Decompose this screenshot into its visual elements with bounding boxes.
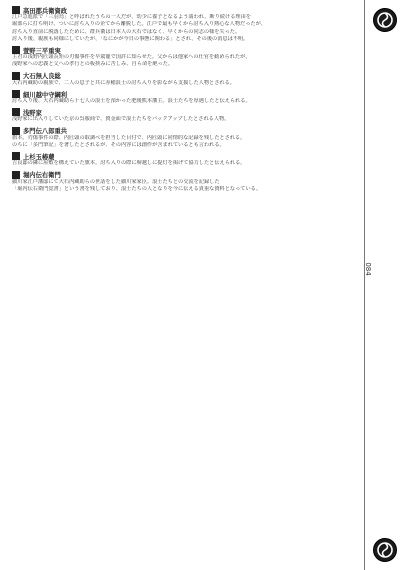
- square-bullet-icon: [12, 152, 20, 160]
- crest-icon: [373, 8, 397, 32]
- entry-text: 大石内蔵助の親族で、二人の息子と共に赤穂浪士の討ち入りを影ながら支援した人物とされる。: [12, 79, 235, 86]
- entry-text: 浅野家への忠義と父への孝行との板挟みに苦しみ、自ら命を絶った。: [12, 61, 174, 68]
- square-bullet-icon: [12, 108, 20, 116]
- square-bullet-icon: [12, 72, 20, 80]
- page-sidebar: [364, 0, 400, 570]
- square-bullet-icon: [12, 127, 20, 135]
- glossary-entry: [12, 90, 358, 105]
- entry-name: 浅野家: [23, 109, 42, 117]
- entry-text: 細川家江戸藩邸にて大石内蔵助らの世話をした細川家家臣。浪士たちとの交流を記録した: [12, 178, 220, 185]
- entry-name: 多門伝八郎重共: [23, 128, 68, 136]
- entry-text: 討ち入り後、大石内蔵助ら十七人の浪士を預かった肥後熊本藩主。浪士たちを厚遇したと伝えられる。: [12, 98, 251, 105]
- entry-name: 細川越中守綱利: [23, 91, 68, 99]
- entry-name: 萱野三平重実: [23, 47, 61, 55]
- character-glossary: [12, 6, 358, 196]
- entry-text: 討入り後、親族も同様にしていたが、「なにかが今日の事態に関わる」とされ、その後の消息は不明。: [12, 35, 249, 42]
- glossary-entry: [12, 108, 358, 123]
- page-number: 084: [364, 262, 372, 276]
- entry-text: 浅野家に出入りしていた京の呉服商で、資金面で浪士たちをバックアップしたとされる人物。: [12, 116, 230, 123]
- entry-text: のちに「多門筆記」を著したとされるが、その内容には創作が含まれているとも言われる。: [12, 141, 225, 148]
- entry-name: 大石無人良総: [23, 73, 61, 81]
- glossary-entry: [12, 152, 358, 167]
- crest-icon: [373, 538, 397, 562]
- entry-name: 高田郡兵衛資政: [23, 7, 68, 15]
- square-bullet-icon: [12, 171, 20, 179]
- entry-name: 堀内伝右衛門: [23, 172, 61, 180]
- entry-text: 吉良邸の隣に屋敷を構えていた旗本。討ち入りの際に塀越しに提灯を掲げて協力したと伝えられる。: [12, 160, 246, 167]
- entry-text: 堀部らに打ち明け、ついに討ち入りの企てから離脱した。江戸で最も早くから討ち入り熱心な人物だったが、: [12, 21, 266, 28]
- entry-text: 主君の浅野内匠頭長矩の刃傷事件を早駕籠で国許に知らせた。父からは他家への仕官を勧められたが、: [12, 54, 251, 61]
- entry-text: 「堀内伝右衛門覚書」という書を残しており、浪士たちの人となりを今に伝える貴重な資料となっている。: [12, 185, 262, 192]
- entry-text: 討ち入り直前に脱落したために、群兵衛は日本人の大石ではなく、早くからの同志の様を失った。: [12, 28, 241, 35]
- entry-name: 上杉玉椿蔵: [23, 153, 55, 161]
- glossary-entry: [12, 46, 358, 69]
- square-bullet-icon: [12, 6, 20, 14]
- entry-text: 江戸急進派で「三羽烏」と呼ばれたうちの一人だが、幼少に養子となるよう請われ、断り続ける理由を: [12, 14, 251, 20]
- glossary-entry: [12, 72, 358, 87]
- square-bullet-icon: [12, 46, 20, 54]
- glossary-entry: [12, 6, 358, 43]
- glossary-entry: [12, 127, 358, 150]
- square-bullet-icon: [12, 90, 20, 98]
- glossary-entry: [12, 171, 358, 194]
- entry-text: 旗本。刃傷事件の際、内匠頭の取調べを担当した目付で、内匠頭に同情的な記録を残したとされる。: [12, 134, 246, 141]
